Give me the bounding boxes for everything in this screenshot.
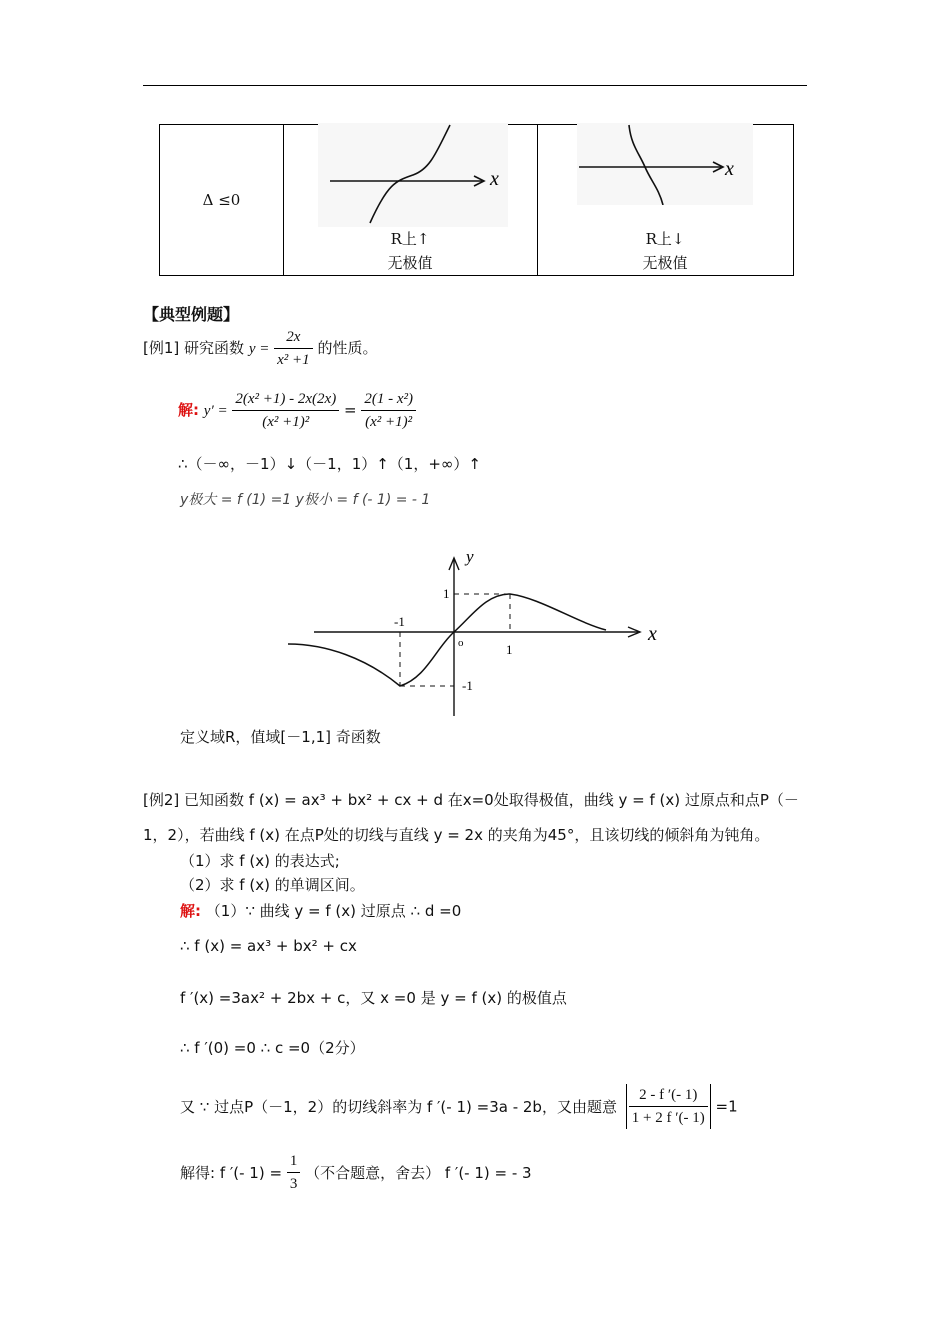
fraction-denominator: (x² +1)² [365,414,413,430]
statement-suffix: 的性质。 [317,339,378,357]
one-third-fraction [287,1150,301,1195]
fraction-numerator: 2 - f ′(- 1) [629,1084,708,1107]
increasing-graph [318,123,508,227]
step-text: （不合题意，舍去） f ′(- 1) = - 3 [305,1164,532,1182]
tick-1-y: 1 [443,586,450,601]
fraction-denominator: x² +1 [277,352,310,368]
fraction-denominator: 1 + 2 f ′(- 1) [631,1110,705,1126]
x-axis-label: x [725,158,734,180]
equals-sign: = [343,401,357,419]
solution-step-6 [180,1150,532,1195]
solution-step-3: f ′(x) =3ax² + 2bx + c，又 x =0 是 y = f (x) 的极值点 [180,989,567,1007]
solution-label: 解: [180,902,201,920]
delta-table [159,124,794,276]
origin-label: o [458,637,464,649]
tick-neg1-y: -1 [462,678,473,693]
caption-increasing [283,227,537,275]
section-heading: 【典型例题】 [143,305,240,324]
derivative-fraction [232,388,339,433]
fraction-numerator: 1 [287,1150,301,1173]
tick-neg1-x: -1 [394,614,405,629]
absolute-value-expression [626,1084,711,1129]
x-axis-label: x [490,168,499,190]
function-graph [286,548,672,720]
derivative-lhs: y′ = [203,403,228,419]
fraction-denominator: (x² +1)² [262,414,310,430]
step-text: 又 ∵ 过点P（－1，2）的切线斜率为 f ′(- 1) =3a - 2b，又由题意 [180,1098,617,1116]
domain-range-conclusion: 定义域R，值域[－1,1] 奇函数 [180,728,381,746]
fn-lhs: y = [248,341,270,357]
caption-decreasing [537,227,793,275]
caption-line: R上↑ [390,230,430,248]
solution-step-4: ∴ f ′(0) =0 ∴ c =0（2分） [180,1039,365,1057]
fn-fraction [274,326,313,371]
x-axis-label: x [648,623,657,645]
fraction-numerator: 2x [274,326,313,349]
example-1-derivative [178,388,416,433]
monotonic-intervals: ∴（－∞，－1）↓（－1，1）↑（1，+∞）↑ [178,455,481,473]
fraction-numerator: 2(x² +1) - 2x(2x) [232,388,339,411]
fraction-numerator: 2(1 - x²) [361,388,416,411]
y-axis-label: y [466,548,474,566]
caption-line: R上↓ [645,230,685,248]
row-label: Δ ≤0 [202,191,241,209]
example-2-line-1: [例2] 已知函数 f (x) = ax³ + bx² + cx + d 在x=0处取得极值，曲线 y = f (x) 过原点和点P（－ [143,791,799,809]
solution-step-5 [180,1084,738,1129]
question-2: （2）求 f (x) 的单调区间。 [180,876,365,894]
abs-rhs: =1 [715,1097,738,1116]
tick-1-x: 1 [506,642,513,657]
decreasing-graph [577,123,753,205]
step-text: 解得: f ′(- 1) = [180,1164,283,1182]
header-rule [143,85,807,86]
example-2-line-2: 1，2），若曲线 f (x) 在点P处的切线与直线 y = 2x 的夹角为45°，且该切线的倾斜角为钝角。 [143,826,770,844]
solution-step-1 [180,900,461,921]
solution-label: 解: [178,401,199,419]
extrema-values: y极大 = f (1) =1 y极小 = f (- 1) = - 1 [180,492,431,508]
question-1: （1）求 f (x) 的表达式; [180,852,340,870]
solution-step-2: ∴ f (x) = ax³ + bx² + cx [180,937,357,955]
simplified-fraction [361,388,416,433]
example-label: [例1] 研究函数 [143,339,245,357]
fraction-denominator: 3 [289,1176,298,1192]
caption-line: 无极值 [642,254,688,272]
step-text: （1）∵ 曲线 y = f (x) 过原点 ∴ d =0 [205,902,462,920]
example-1-statement [143,326,377,371]
caption-line: 无极值 [387,254,433,272]
